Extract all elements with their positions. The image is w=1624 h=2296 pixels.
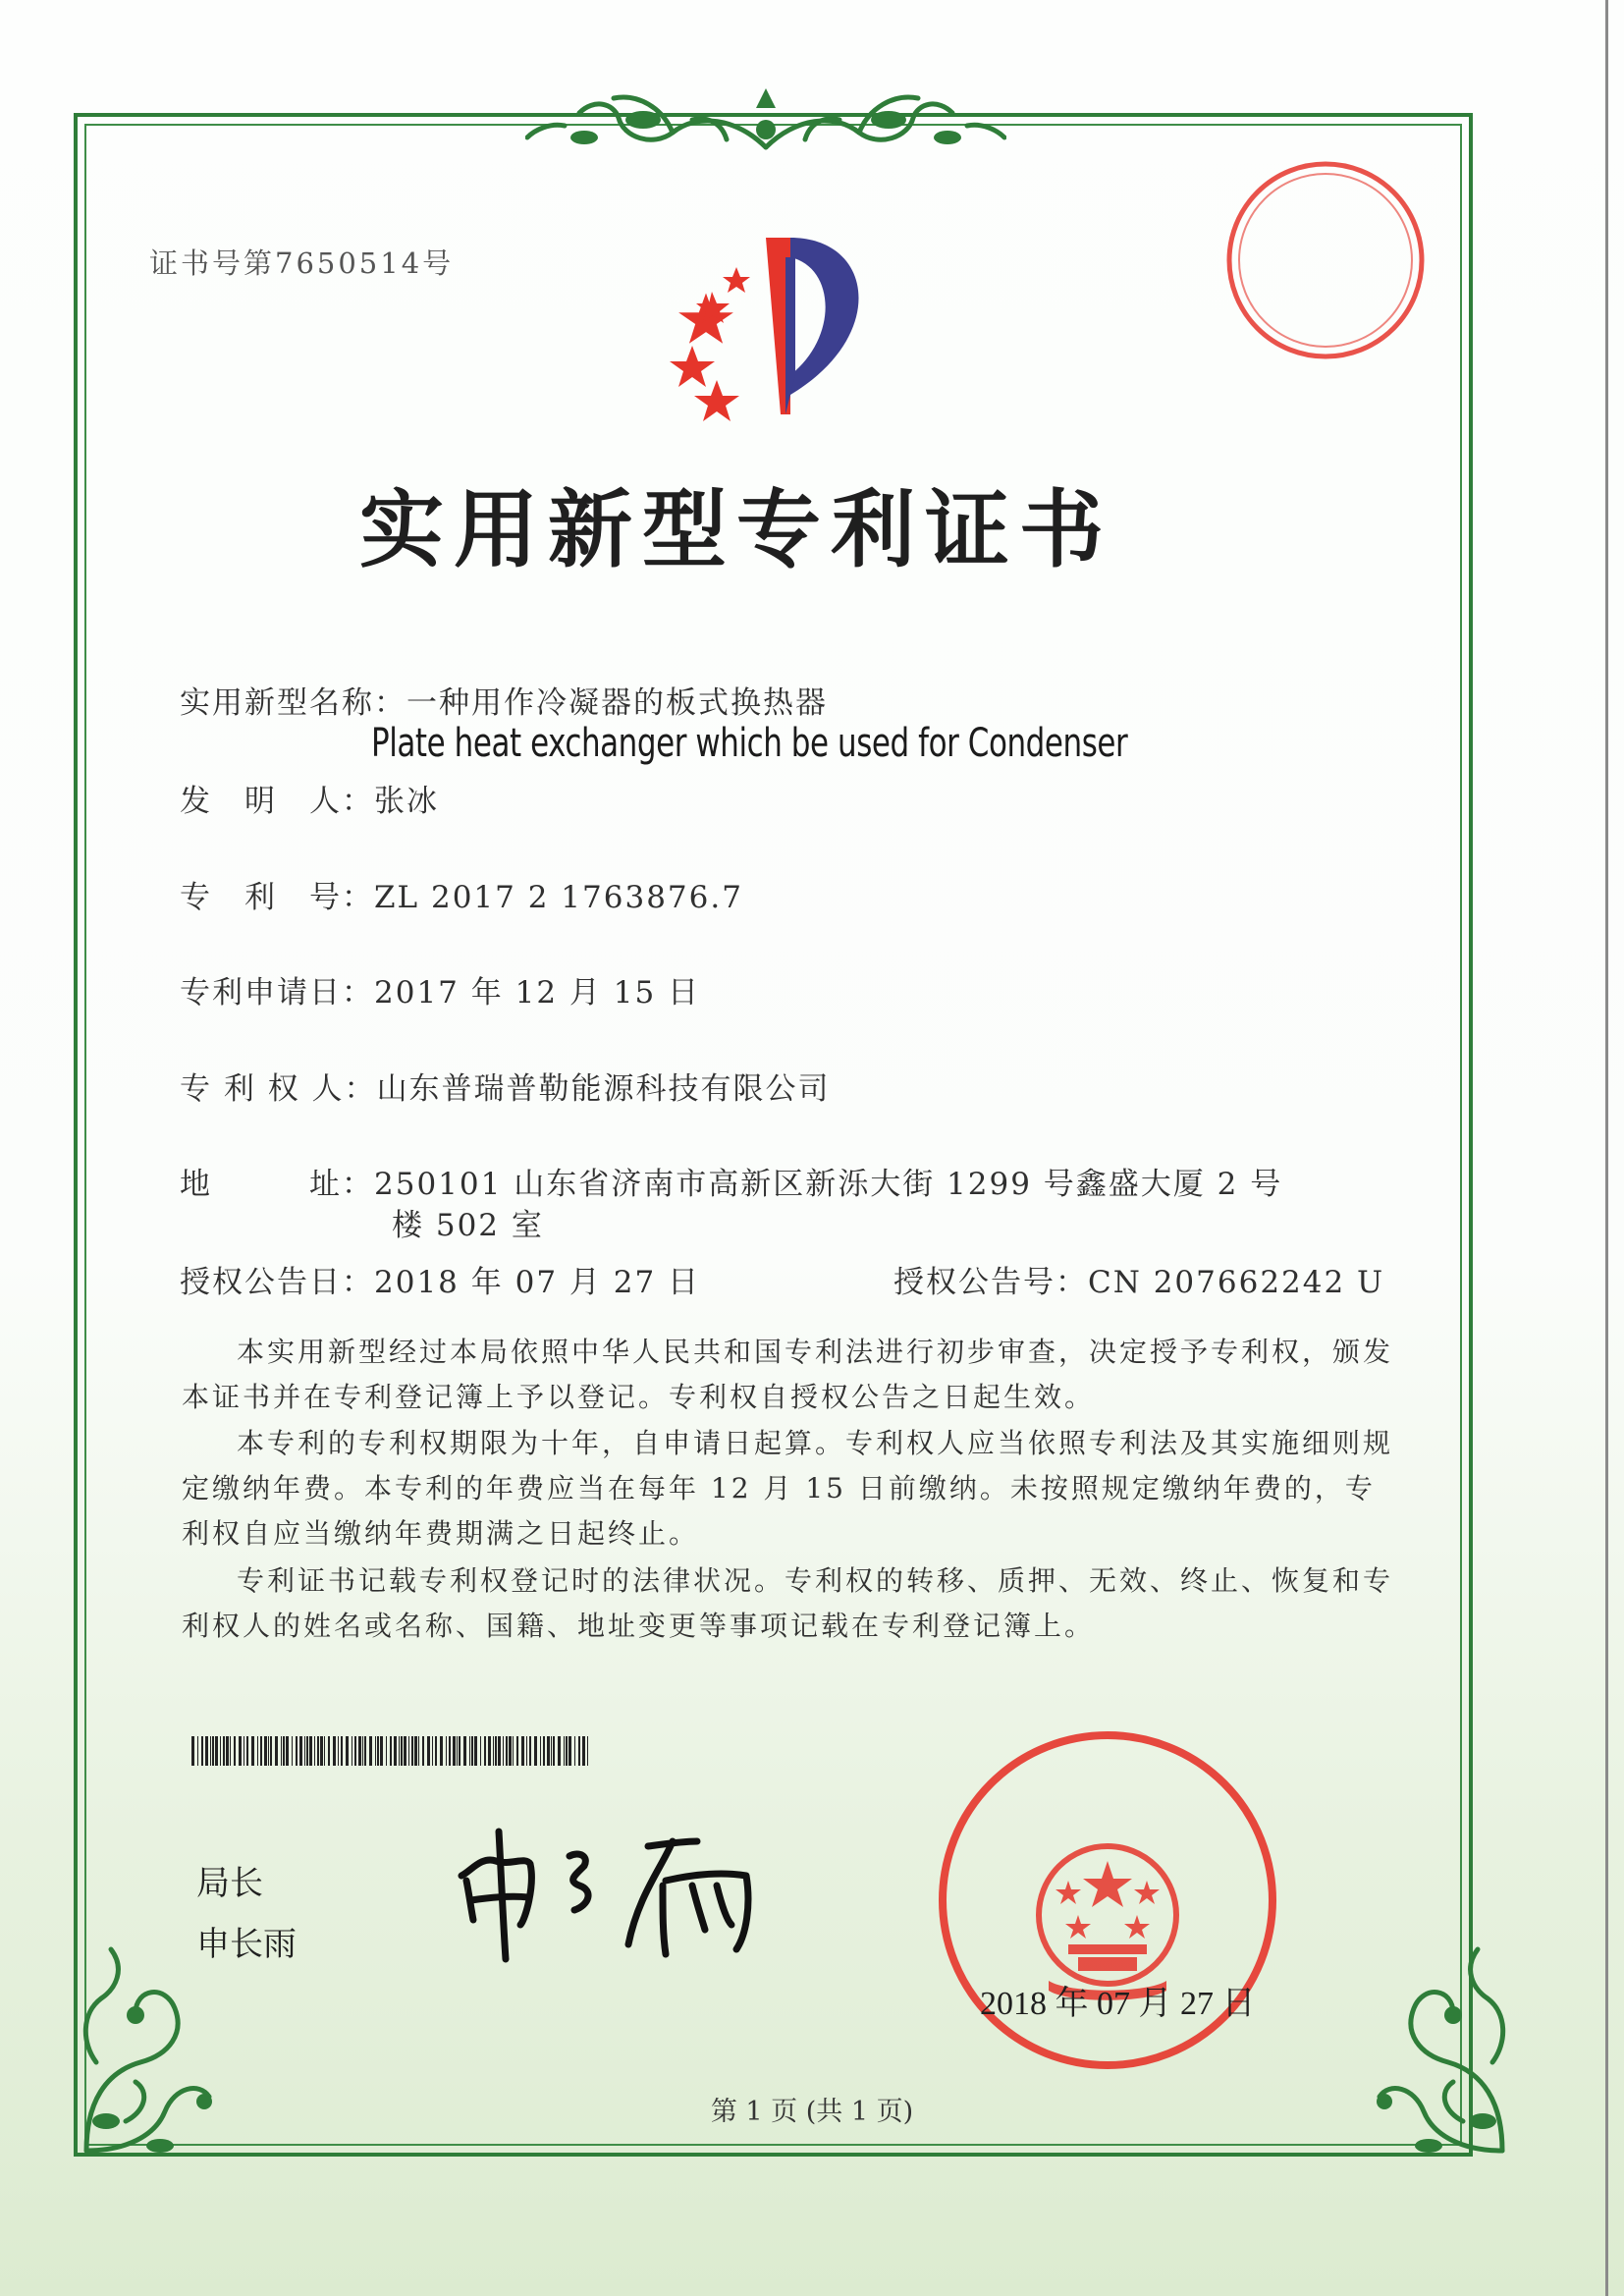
page-footer: 第 1 页 (共 1 页) [710,2097,914,2127]
barcode-bar [469,1736,470,1766]
barcode-bar [432,1736,433,1766]
barcode-bar [286,1736,289,1766]
director-title: 局长 [196,1864,263,1903]
barcode-bar [543,1736,545,1766]
barcode-bar [354,1736,356,1766]
barcode-bar [568,1736,571,1766]
barcode-bar [493,1736,494,1766]
barcode-bar [375,1736,376,1766]
barcode-bar [328,1736,330,1766]
barcode-bar [246,1736,248,1766]
barcode-bar [309,1736,312,1766]
barcode-bar [234,1736,236,1766]
barcode-bar [394,1736,397,1766]
barcode-bar [521,1736,524,1766]
certificate-title: 实用新型专利证书 [359,480,1113,579]
utility-model-name-label: 实用新型名称： [180,685,406,721]
barcode-bar [404,1736,406,1766]
barcode-bar [270,1736,272,1766]
address-line-1: 250101 山东省济南市高新区新泺大街 1299 号鑫盛大厦 2 号 [374,1167,1283,1202]
inventor-label: 发 明 人： [180,784,374,819]
barcode-bar [484,1736,486,1766]
barcode-bar [377,1736,379,1766]
grant-date-value: 2018 年 07 月 27 日 [374,1265,701,1300]
barcode-bar [215,1736,218,1766]
barcode-bar [453,1736,456,1766]
barcode-bar [495,1736,497,1766]
barcode-bar [314,1736,315,1766]
patent-number-value: ZL 2017 2 1763876.7 [374,880,743,915]
barcode-bar [210,1736,211,1766]
patentee-label: 专 利 权 人： [180,1071,377,1107]
paragraph-term: 本专利的专利权期限为十年，自申请日起算。专利权人应当依照专利法及其实施细则规定缴纳年费。本专利的年费应当在每年 12 月 15 日前缴纳。未按照规定缴纳年费的，专利权自应当缴纳年费期满之日起终止。 [182,1427,1394,1550]
barcode-bar [529,1736,531,1766]
barcode-bar [333,1736,336,1766]
filing-date-row [180,967,700,1011]
barcode-bar [459,1736,460,1766]
barcode-bar [386,1736,387,1766]
barcode-bar [463,1736,466,1766]
grant-number-value: CN 207662242 U [1088,1265,1385,1300]
barcode-bar [526,1736,527,1766]
barcode-bar [509,1736,512,1766]
barcode-bar [390,1736,392,1766]
barcode-bar [239,1736,242,1766]
barcode-bar [304,1736,305,1766]
barcode-bar [320,1736,323,1766]
barcode-bar [191,1736,194,1766]
barcode-bar [480,1736,481,1766]
tax-stamp-seal [1222,157,1429,363]
barcode-bar [324,1736,325,1766]
barcode-bar [260,1736,262,1766]
barcode-bar [296,1736,298,1766]
barcode-bar [306,1736,308,1766]
barcode-bar [369,1736,372,1766]
barcode-bar [418,1736,419,1766]
director-signature [452,1827,805,1964]
barcode-bar [401,1736,403,1766]
barcode-bar [220,1736,221,1766]
address-label: 地 址： [180,1167,374,1202]
barcode-bar [201,1736,203,1766]
paragraph-grant: 本实用新型经过本局依照中华人民共和国专利法进行初步审查，决定授予专利权，颁发本证书并在专利登记簿上予以登记。专利权自授权公告之日起生效。 [182,1336,1394,1413]
barcode-bar [399,1736,400,1766]
barcode-bar [498,1736,501,1766]
barcode-bar [212,1736,214,1766]
barcode-bar [566,1736,568,1766]
barcode-bar [574,1736,575,1766]
patent-number-row [180,872,743,916]
patent-office-emblem [643,228,898,424]
grant-number-row [893,1257,1384,1301]
barcode-bar [558,1736,561,1766]
barcode-bar [564,1736,565,1766]
barcode-bar [281,1736,282,1766]
barcode-bar [341,1736,343,1766]
barcode-bar [205,1736,208,1766]
barcode-bar [516,1736,518,1766]
barcode-bar [506,1736,508,1766]
inventor-row [180,776,439,820]
barcode-bar [268,1736,269,1766]
utility-model-name-row [180,678,828,722]
barcode-bar [380,1736,383,1766]
barcode-bar [338,1736,339,1766]
address-row [180,1159,1282,1203]
barcode-bar [435,1736,437,1766]
top-ornament [525,79,1006,167]
grant-number-label: 授权公告号： [893,1265,1088,1300]
barcode-bar [534,1736,537,1766]
barcode-bar [257,1736,258,1766]
barcode-bar [414,1736,417,1766]
barcode-bar [264,1736,267,1766]
seal-date: 2018 年 07 月 27 日 [980,1986,1256,2022]
barcode-bar [197,1736,198,1766]
utility-model-name-value: 一种用作冷凝器的板式换热器 [406,685,828,721]
barcode-bar [223,1736,225,1766]
barcode-bar [582,1736,585,1766]
barcode-bar [427,1736,430,1766]
patentee-row [180,1064,831,1108]
patent-office-seal [931,1723,1284,2077]
barcode-bar [587,1736,588,1766]
barcode-bar [358,1736,361,1766]
barcode-bar [408,1736,409,1766]
barcode-bar [547,1736,550,1766]
patent-number-label: 专 利 号： [180,880,374,915]
director-name: 申长雨 [196,1925,297,1964]
barcode-bar [317,1736,319,1766]
barcode-bar [540,1736,541,1766]
barcode-bar [230,1736,231,1766]
certificate-number: 证书号第7650514号 [149,246,455,280]
barcode-bar [471,1736,473,1766]
barcode-bar [551,1736,552,1766]
address-line-2: 楼 502 室 [392,1208,544,1243]
barcode-bar [411,1736,413,1766]
barcode-bar [422,1736,424,1766]
barcode-bar [292,1736,293,1766]
paragraph-legal-status: 专利证书记载专利权登记时的法律状况。专利权的转移、质押、无效、终止、恢复和专利权人的姓名或名称、国籍、地址变更等事项记载在专利登记簿上。 [182,1564,1394,1642]
barcode-bar [251,1736,254,1766]
barcode-bar [283,1736,285,1766]
barcode-bar [578,1736,580,1766]
barcode-bar [226,1736,229,1766]
barcode [191,1736,594,1766]
filing-date-label: 专利申请日： [180,975,374,1011]
grant-date-label: 授权公告日： [180,1265,374,1300]
barcode-bar [362,1736,363,1766]
barcode-bar [449,1736,451,1766]
barcode-bar [446,1736,447,1766]
barcode-bar [503,1736,504,1766]
patentee-value: 山东普瑞普勒能源科技有限公司 [376,1071,831,1107]
scan-edge [1605,0,1608,2296]
filing-date-value: 2017 年 12 月 15 日 [374,975,701,1011]
barcode-bar [488,1736,491,1766]
utility-model-name-english: Plate heat exchanger which be used for Condenser [371,721,1128,766]
barcode-bar [513,1736,514,1766]
barcode-bar [364,1736,366,1766]
barcode-bar [553,1736,555,1766]
barcode-bar [440,1736,443,1766]
barcode-bar [299,1736,302,1766]
grant-date-row [180,1257,700,1301]
barcode-bar [275,1736,278,1766]
barcode-bar [346,1736,349,1766]
barcode-bar [474,1736,477,1766]
barcode-bar [457,1736,458,1766]
inventor-value: 张冰 [374,784,439,819]
